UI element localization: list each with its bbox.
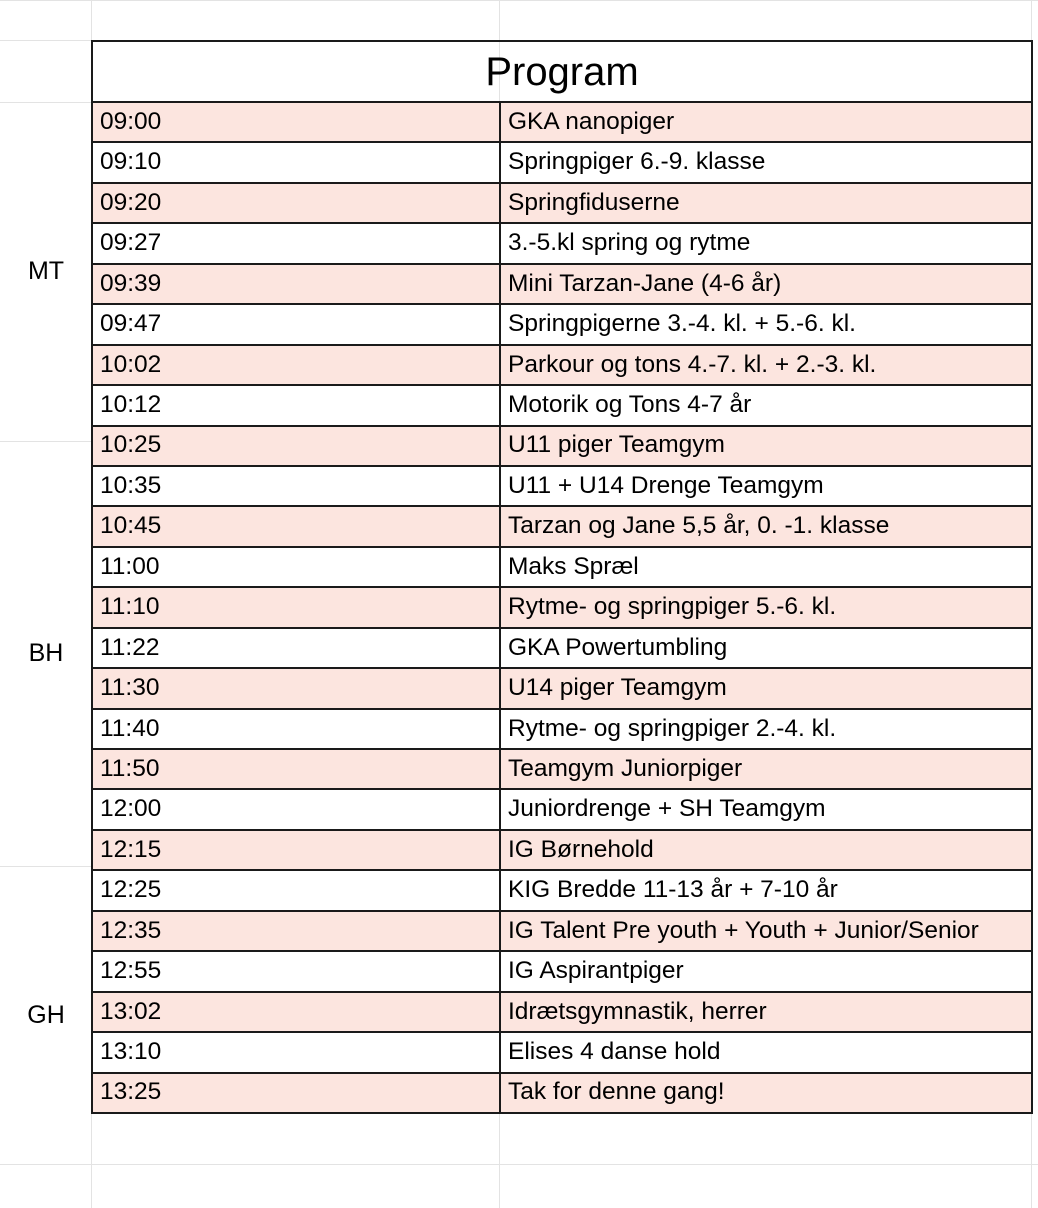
activity-cell[interactable]: Rytme- og springpiger 2.-4. kl.	[500, 709, 1032, 749]
time-cell[interactable]: 13:25	[92, 1073, 500, 1113]
time-cell[interactable]: 09:47	[92, 304, 500, 344]
table-row	[92, 628, 1032, 668]
table-row	[92, 870, 1032, 910]
activity-cell[interactable]: KIG Bredde 11-13 år + 7-10 år	[500, 870, 1032, 910]
time-cell[interactable]: 12:35	[92, 911, 500, 951]
time-cell[interactable]: 09:00	[92, 102, 500, 142]
activity-cell[interactable]: Motorik og Tons 4-7 år	[500, 385, 1032, 425]
activity-cell[interactable]: Elises 4 danse hold	[500, 1032, 1032, 1072]
activity-cell[interactable]: Tak for denne gang!	[500, 1073, 1032, 1113]
time-cell[interactable]: 10:12	[92, 385, 500, 425]
time-cell[interactable]: 10:45	[92, 506, 500, 546]
table-row	[92, 506, 1032, 546]
title-row	[92, 41, 1032, 102]
table-row	[92, 709, 1032, 749]
time-cell[interactable]: 10:35	[92, 466, 500, 506]
time-cell[interactable]: 12:00	[92, 789, 500, 829]
table-row	[92, 749, 1032, 789]
gridline-horizontal	[0, 40, 92, 41]
time-cell[interactable]: 10:02	[92, 345, 500, 385]
activity-cell[interactable]: Juniordrenge + SH Teamgym	[500, 789, 1032, 829]
time-cell[interactable]: 13:02	[92, 992, 500, 1032]
table-row	[92, 385, 1032, 425]
time-cell[interactable]: 12:15	[92, 830, 500, 870]
table-row	[92, 264, 1032, 304]
table-row	[92, 547, 1032, 587]
time-cell[interactable]: 11:30	[92, 668, 500, 708]
activity-cell[interactable]: Rytme- og springpiger 5.-6. kl.	[500, 587, 1032, 627]
gridline-horizontal	[0, 0, 1038, 1]
activity-cell[interactable]: U11 piger Teamgym	[500, 426, 1032, 466]
time-cell[interactable]: 11:22	[92, 628, 500, 668]
activity-cell[interactable]: Springpiger 6.-9. klasse	[500, 142, 1032, 182]
time-cell[interactable]: 11:50	[92, 749, 500, 789]
group-label-gh[interactable]: GH	[27, 1000, 65, 1029]
activity-cell[interactable]: Teamgym Juniorpiger	[500, 749, 1032, 789]
table-row	[92, 142, 1032, 182]
group-label-bh[interactable]: BH	[28, 639, 64, 667]
table-row	[92, 183, 1032, 223]
time-cell[interactable]: 09:20	[92, 183, 500, 223]
time-cell[interactable]: 09:39	[92, 264, 500, 304]
activity-cell[interactable]: Springpigerne 3.-4. kl. + 5.-6. kl.	[500, 304, 1032, 344]
activity-cell[interactable]: IG Aspirantpiger	[500, 951, 1032, 991]
table-row	[92, 587, 1032, 627]
program-title[interactable]: Program	[92, 41, 1032, 102]
time-cell[interactable]: 10:25	[92, 426, 500, 466]
activity-cell[interactable]: 3.-5.kl spring og rytme	[500, 223, 1032, 263]
activity-cell[interactable]: U11 + U14 Drenge Teamgym	[500, 466, 1032, 506]
table-row	[92, 830, 1032, 870]
activity-cell[interactable]: Parkour og tons 4.-7. kl. + 2.-3. kl.	[500, 345, 1032, 385]
activity-cell[interactable]: GKA Powertumbling	[500, 628, 1032, 668]
activity-cell[interactable]: Maks Spræl	[500, 547, 1032, 587]
activity-cell[interactable]: IG Talent Pre youth + Youth + Junior/Senior	[500, 911, 1032, 951]
table-row	[92, 668, 1032, 708]
activity-cell[interactable]: GKA nanopiger	[500, 102, 1032, 142]
time-cell[interactable]: 09:27	[92, 223, 500, 263]
table-row	[92, 789, 1032, 829]
table-row	[92, 345, 1032, 385]
activity-cell[interactable]: Springfiduserne	[500, 183, 1032, 223]
time-cell[interactable]: 11:00	[92, 547, 500, 587]
table-row	[92, 304, 1032, 344]
time-cell[interactable]: 11:40	[92, 709, 500, 749]
table-row	[92, 1032, 1032, 1072]
time-cell[interactable]: 13:10	[92, 1032, 500, 1072]
table-row	[92, 911, 1032, 951]
activity-cell[interactable]: Idrætsgymnastik, herrer	[500, 992, 1032, 1032]
table-row	[92, 223, 1032, 263]
table-row	[92, 992, 1032, 1032]
program-table	[91, 40, 1033, 1114]
activity-cell[interactable]: Mini Tarzan-Jane (4-6 år)	[500, 264, 1032, 304]
table-row	[92, 1073, 1032, 1113]
activity-cell[interactable]: U14 piger Teamgym	[500, 668, 1032, 708]
time-cell[interactable]: 12:25	[92, 870, 500, 910]
activity-cell[interactable]: IG Børnehold	[500, 830, 1032, 870]
table-row	[92, 951, 1032, 991]
table-row	[92, 102, 1032, 142]
gridline-horizontal	[0, 1164, 1038, 1165]
time-cell[interactable]: 12:55	[92, 951, 500, 991]
time-cell[interactable]: 11:10	[92, 587, 500, 627]
time-cell[interactable]: 09:10	[92, 142, 500, 182]
activity-cell[interactable]: Tarzan og Jane 5,5 år, 0. -1. klasse	[500, 506, 1032, 546]
group-label-mt[interactable]: MT	[27, 257, 65, 285]
table-row	[92, 466, 1032, 506]
table-row	[92, 426, 1032, 466]
